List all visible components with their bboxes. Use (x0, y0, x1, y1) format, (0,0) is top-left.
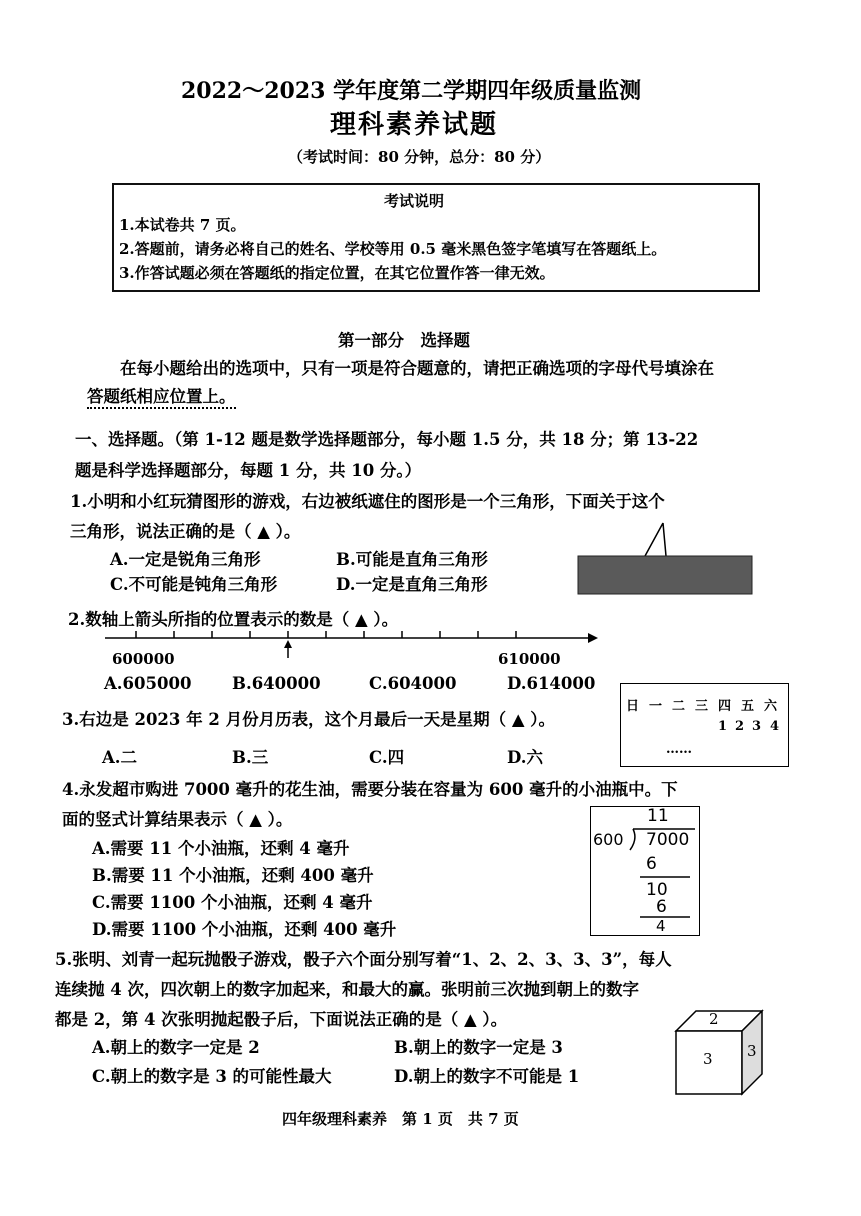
q4-option-a: A.需要 11 个小油瓶，还剩 4 毫升 (92, 839, 350, 858)
q1-stem-1: 1.小明和小红玩猜图形的游戏，右边被纸遮住的图形是一个三角形，下面关于这个 (70, 492, 665, 511)
title-line-1: 2022～2023 学年度第二学期四年级质量监测 (181, 78, 642, 104)
q1-option-b: B.可能是直角三角形 (336, 550, 488, 569)
q5-option-c: C.朝上的数字是 3 的可能性最大 (92, 1067, 332, 1086)
instruction-item-3: 3.作答试题必须在答题纸的指定位置，在其它位置作答一律无效。 (119, 264, 555, 282)
q1-option-a: A.一定是锐角三角形 (110, 550, 261, 569)
instruction-item-2: 2.答题前，请务必将自己的姓名、学校等用 0.5 毫米黑色签字笔填写在答题纸上。 (119, 240, 667, 258)
q4-option-b: B.需要 11 个小油瓶，还剩 400 毫升 (92, 866, 374, 885)
q1-option-c: C.不可能是钝角三角形 (110, 575, 278, 594)
covered-triangle-figure (575, 518, 755, 596)
calendar-day-sat: 六 (764, 699, 778, 714)
q2-option-b: B.640000 (232, 674, 321, 693)
calendar-date-2: 2 (735, 719, 745, 734)
division-remainder: 4 (656, 917, 666, 935)
part1-intro-1: 在每小题给出的选项中，只有一项是符合题意的，请把正确选项的字母代号填涂在 (120, 359, 714, 378)
section-line-2: 题是科学选择题部分，每题 1 分，共 10 分。） (75, 461, 422, 480)
part1-heading: 第一部分 选择题 (338, 331, 470, 350)
calendar-more: …… (666, 742, 692, 757)
number-line-label-left: 600000 (112, 650, 175, 668)
division-quotient: 11 (647, 806, 669, 826)
die-side-face: 3 (747, 1042, 757, 1060)
q4-stem-2: 面的竖式计算结果表示（ ▲ ）。 (62, 810, 293, 829)
calendar-day-fri: 五 (741, 699, 755, 714)
q4-option-c: C.需要 1100 个小油瓶，还剩 4 毫升 (92, 893, 373, 912)
q3-option-d: D.六 (507, 748, 543, 767)
part1-intro-2: 答题纸相应位置上。 (87, 383, 236, 409)
calendar-day-wed: 三 (695, 699, 709, 714)
division-step-2: 10 (646, 880, 668, 900)
q5-stem-3: 都是 2，第 4 次张明抛起骰子后，下面说法正确的是（ ▲ ）。 (55, 1010, 508, 1029)
calendar-day-tue: 二 (672, 699, 686, 714)
exam-info: （考试时间：80 分钟，总分：80 分） (288, 148, 551, 166)
die-top-face: 2 (709, 1010, 719, 1028)
q4-stem-1: 4.永发超市购进 7000 毫升的花生油，需要分装在容量为 600 毫升的小油瓶中。下 (62, 780, 678, 799)
section-line-1: 一、选择题。（第 1-12 题是数学选择题部分，每小题 1.5 分，共 18 分；第 13-22 (75, 430, 699, 449)
q3-option-a: A.二 (102, 748, 138, 767)
long-division-lines (590, 806, 700, 936)
q2-option-c: C.604000 (369, 674, 457, 693)
q3-option-c: C.四 (369, 748, 405, 767)
q5-stem-1: 5.张明、刘青一起玩抛骰子游戏，骰子六个面分别写着“1、2、2、3、3、3”，每人 (55, 950, 672, 969)
page-title: 理科素养试题 (330, 110, 499, 140)
calendar-day-sun: 日 (626, 699, 640, 714)
q5-option-a: A.朝上的数字一定是 2 (92, 1038, 260, 1057)
q5-stem-2: 连续抛 4 次，四次朝上的数字加起来，和最大的赢。张明前三次抛到朝上的数字 (55, 980, 639, 999)
division-step-1: 6 (646, 854, 657, 874)
q2-option-d: D.614000 (507, 674, 596, 693)
q2-option-a: A.605000 (104, 674, 192, 693)
calendar-date-1: 1 (718, 719, 728, 734)
q5-option-b: B.朝上的数字一定是 3 (394, 1038, 563, 1057)
calendar-date-3: 3 (752, 719, 762, 734)
division-dividend: 7000 (646, 830, 690, 850)
q2-stem: 2.数轴上箭头所指的位置表示的数是（ ▲ ）。 (68, 610, 399, 629)
q3-stem: 3.右边是 2023 年 2 月份月历表，这个月最后一天是星期（ ▲ ）。 (62, 710, 556, 729)
division-divisor: 600 (593, 830, 624, 849)
division-step-3: 6 (656, 897, 667, 917)
q3-option-b: B.三 (232, 748, 269, 767)
calendar-day-thu: 四 (718, 699, 732, 714)
instructions-heading: 考试说明 (384, 192, 445, 210)
q1-option-d: D.一定是直角三角形 (336, 575, 488, 594)
calendar-day-mon: 一 (649, 699, 663, 714)
page-footer: 四年级理科素养 第 1 页 共 7 页 (282, 1110, 519, 1128)
q1-stem-2: 三角形，说法正确的是（ ▲ ）。 (70, 522, 301, 541)
q4-option-d: D.需要 1100 个小油瓶，还剩 400 毫升 (92, 920, 397, 939)
calendar-date-4: 4 (770, 719, 780, 734)
number-line-label-right: 610000 (498, 650, 561, 668)
instruction-item-1: 1.本试卷共 7 页。 (119, 216, 246, 234)
die-front-face: 3 (703, 1050, 713, 1068)
q5-option-d: D.朝上的数字不可能是 1 (394, 1067, 580, 1086)
